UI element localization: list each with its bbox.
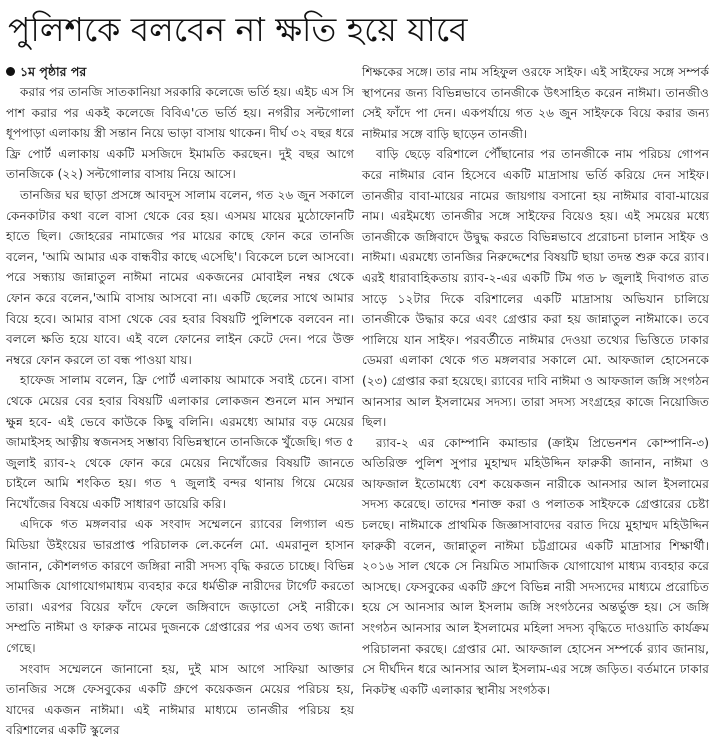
bullet-icon (6, 67, 15, 76)
continuation-text: ১ম পৃষ্ঠার পর (20, 64, 87, 79)
continuation-label (6, 62, 354, 82)
left-column (6, 62, 354, 741)
paragraph: হাফেজ সালাম বলেন, ফ্রি পোর্ট এলাকায় আমাকে সবাই চেনে। বাসা থেকে মেয়ের বের হবার বিষয়টি এলাকার লোকজন শুনলে মান সম্মান ক্ষুন্ন হবে- এই ভেবে কাউকে কিছু বলিনি। এরমধ্যে আমার বড় মেয়ের জামাইসহ আত্নীয় স্বজনসহ সম্ভাব্য বিভিন্নস্থানে তানজিকে খুঁজেছি। গত ৫ জুলাই র‍্যাব-২ থেকে ফোন করে মেয়ের নিখোঁজের বিষয়টি জানতে চাইলে আমি শংকিত হয়। গত ৭ জুলাই বন্দর থানায় গিয়ে মেয়ের নিখোঁজের বিষয়ে একটি সাধারণ ডায়েরি করি। (6, 373, 354, 511)
paragraph: বাড়ি ছেড়ে বরিশালে পৌঁছানোর পর তানজীকে নাম পরিচয় গোপন করে নাঈমার বোন হিসেবে একটি মাদ্রাসায় ভর্তি করিয়ে দেন সাইফ। তানজীর বাবা-মায়ের নামের জায়গায় বসানো হয় নাঈমার বাবা-মায়ের নাম। এরইমধ্যে তানজীর সঙ্গে সাইফের বিয়েও হয়। এই সময়ের মধ্যে তানজীকে জঙ্গিবাদে উদ্বুদ্ধ করতে বিভিন্নভাবে প্ররোচনা চালান সাইফ ও নাঈমা। এরমধ্যে তানজির নিরুদ্দেশের বিষয়টি ছায়া তদন্ত শুরু করে র‍্যাব। এরই ধারাবাহিকতায় র‍্যাব-২-এর একটি টিম গত ৮ জুলাই দিবাগত রাত সাড়ে ১২টার দিকে বরিশালের একটি মাদ্রাসায় অভিযান চালিয়ে তানজীকে উদ্ধার করে এবং গ্রেপ্তার করা হয় জান্নাতুল নাঈমাকে। তবে পালিয়ে যান সাইফ। পরবর্তীতে নাঈমার দেওয়া তথ্যের ভিত্তিতে ঢাকার ডেমরা এলাকা থেকে গত মঙ্গলবার সকালে মো. আফজাল হোসেনকে (২৩) গ্রেপ্তার করা হয়েছে। র‍্যাবের দাবি নাঈমা ও আফজাল জঙ্গি সংগঠন আনসার আল ইসলামের সদস্য। তারা সদস্য সংগ্রহের কাজে নিয়োজিত ছিল। (362, 147, 709, 430)
right-column (362, 62, 709, 700)
paragraph: সংবাদ সম্মেলনে জানানো হয়, দুই মাস আগে সাফিয়া আক্তার তানজির সঙ্গে ফেসবুকের একটি গ্রুপে কয়েকজন মেয়ের পরিচয় হয়, যাদের একজন নাঈমা। এই নাঈমার মাধ্যমে তানজীর পরিচয় হয় বরিশালের একটি স্কুলের (6, 661, 354, 738)
headline: পুলিশকে বলবেন না ক্ষতি হয়ে যাবে (8, 10, 468, 49)
paragraph: র‍্যাব-২ এর কোম্পানি কমান্ডার (ক্রাইম প্রিভেনশন কোম্পানি-৩) অতিরিক্ত পুলিশ সুপার মুহাম্মদ মহিউদ্দিন ফারুকী জানান, নাঈমা ও আফজাল ইতোমধ্যে বেশ কয়েকজন নারীকে আনসার আল ইসলামের সদস্য করেছে। তাদের শনাক্ত করা ও পলাতক সাইফকে গ্রেপ্তারের চেষ্টা চলছে। নাঈমাকে প্রাথমিক জিজ্ঞাসাবাদের বরাত দিয়ে মুহাম্মদ মহিউদ্দিন ফারুকী বলেন, জান্নাতুল নাঈমা চট্টগ্রামের একটি মাদ্রাসার শিক্ষার্থী। ২০১৬ সাল থেকে সে নিয়মিত সামাজিক যোগাযোগ মাধ্যম ব্যবহার করে আসছে। ফেসবুকের একটি গ্রুপে বিভিন্ন নারী সদস্যদের মাধ্যমে প্ররোচিত হয়ে সে আনসার আল ইসলাম জঙ্গি সংগঠনের অন্তর্ভুক্ত হয়। সে জঙ্গি সংগঠন আনসার আল ইসলামের মহিলা সদস্য বৃদ্ধিতে দাওয়াতি কার্যক্রম পরিচালনা করছে। গ্রেপ্তার মো. আফজাল হোসেন সম্পর্কে র‍্যাব জানায়, সে দীর্ঘদিন ধরে আনসার আল ইসলাম-এর সঙ্গে জড়িত। বর্তমানে ঢাকার নিকটস্থ একটি এলাকার স্থানীয় সংগঠক। (362, 435, 709, 697)
paragraph: তানজির ঘর ছাড়া প্রসঙ্গে আবদুস সালাম বলেন, গত ২৬ জুন সকালে কেনকাটার কথা বলে বাসা থেকে বের হয়। এসময় মায়ের মুঠোফোনটি হাতে ছিল। জোহরের নামাজের পর মায়ের কাছে ফোন করে তানজি বলেন, 'আমি আমার এক বান্ধবীর কাছে এসেছি'। বিকেলে চলে আসবো। পরে সন্ধ্যায় জান্নাতুল নাঈমা নামের একজনের মোবাইল নম্বর থেকে ফোন করে বলেন,'আমি বাসায় আসবো না। একটি ছেলের সাথে আমার বিয়ে হবে। আমার বাসা থেকে বের হবার বিষয়টি পুলিশকে বলবেন না। বললে ক্ষতি হয়ে যাবে। এই বলে ফোনের লাইন কেটে দেন। পরে উক্ত নম্বরে ফোন করলে তা বন্ধ পাওয়া যায়। (6, 187, 354, 367)
paragraph: করার পর তানজি সাতকানিয়া সরকারি কলেজে ভর্তি হয়। এইচ এস সি পাশ করার পর একই কলেজে বিবিএ'তে ভর্তি হয়। নগরীর সল্টগোলা ধূপপাড়া এলাকায় স্ত্রী সন্তান নিয়ে ভাড়া বাসায় থাকেন। দীর্ঘ ৩২ বছর ধরে ফ্রি পোর্ট এলাকায় একটি মসজিদে ইমামতি করছেন। দুই বছর আগে তানজিকে (২২) সল্টগোলার বাসায় নিয়ে আসে। (6, 85, 354, 182)
paragraph: এদিকে গত মঙ্গলবার এক সংবাদ সম্মেলনে র‍্যাবের লিগ্যাল এন্ড মিডিয়া উইংয়ের ভারপ্রাপ্ত পরিচালক লে.কর্নেল মো. এমরানুল হাসান জানান, কৌশলগত কারণে জঙ্গিরা নারী সদস্য বৃদ্ধি করতে চাচ্ছে। বিভিন্ন সামাজিক যোগাযোগমাধ্যম ব্যবহার করে ধর্মভীরু নারীদের টার্গেট করতো তারা। এরপর বিয়ের ফাঁদে ফেলে জঙ্গিবাদে জড়াতো সেই নারীকে। সম্প্রতি নাঈমা ও ফারুক নামের দুজনকে গ্রেপ্তারের পর এসব তথ্য জানা গেছে। (6, 517, 354, 656)
paragraph: শিক্ষকের সঙ্গে। তার নাম সহিফুল ওরফে সাইফ। এই সাইফের সঙ্গে সম্পর্ক স্থাপনের জন্য বিভিন্নভাবে তানজীকে উৎসাহিত করেন নাঈমা। তানজীও সেই ফাঁদে পা দেন। একপর্যায়ে গত ২৬ জুন সাইফকে বিয়ে করার জন্য নাঈমার সঙ্গে বাড়ি ছাড়েন তানজী। (362, 65, 709, 141)
